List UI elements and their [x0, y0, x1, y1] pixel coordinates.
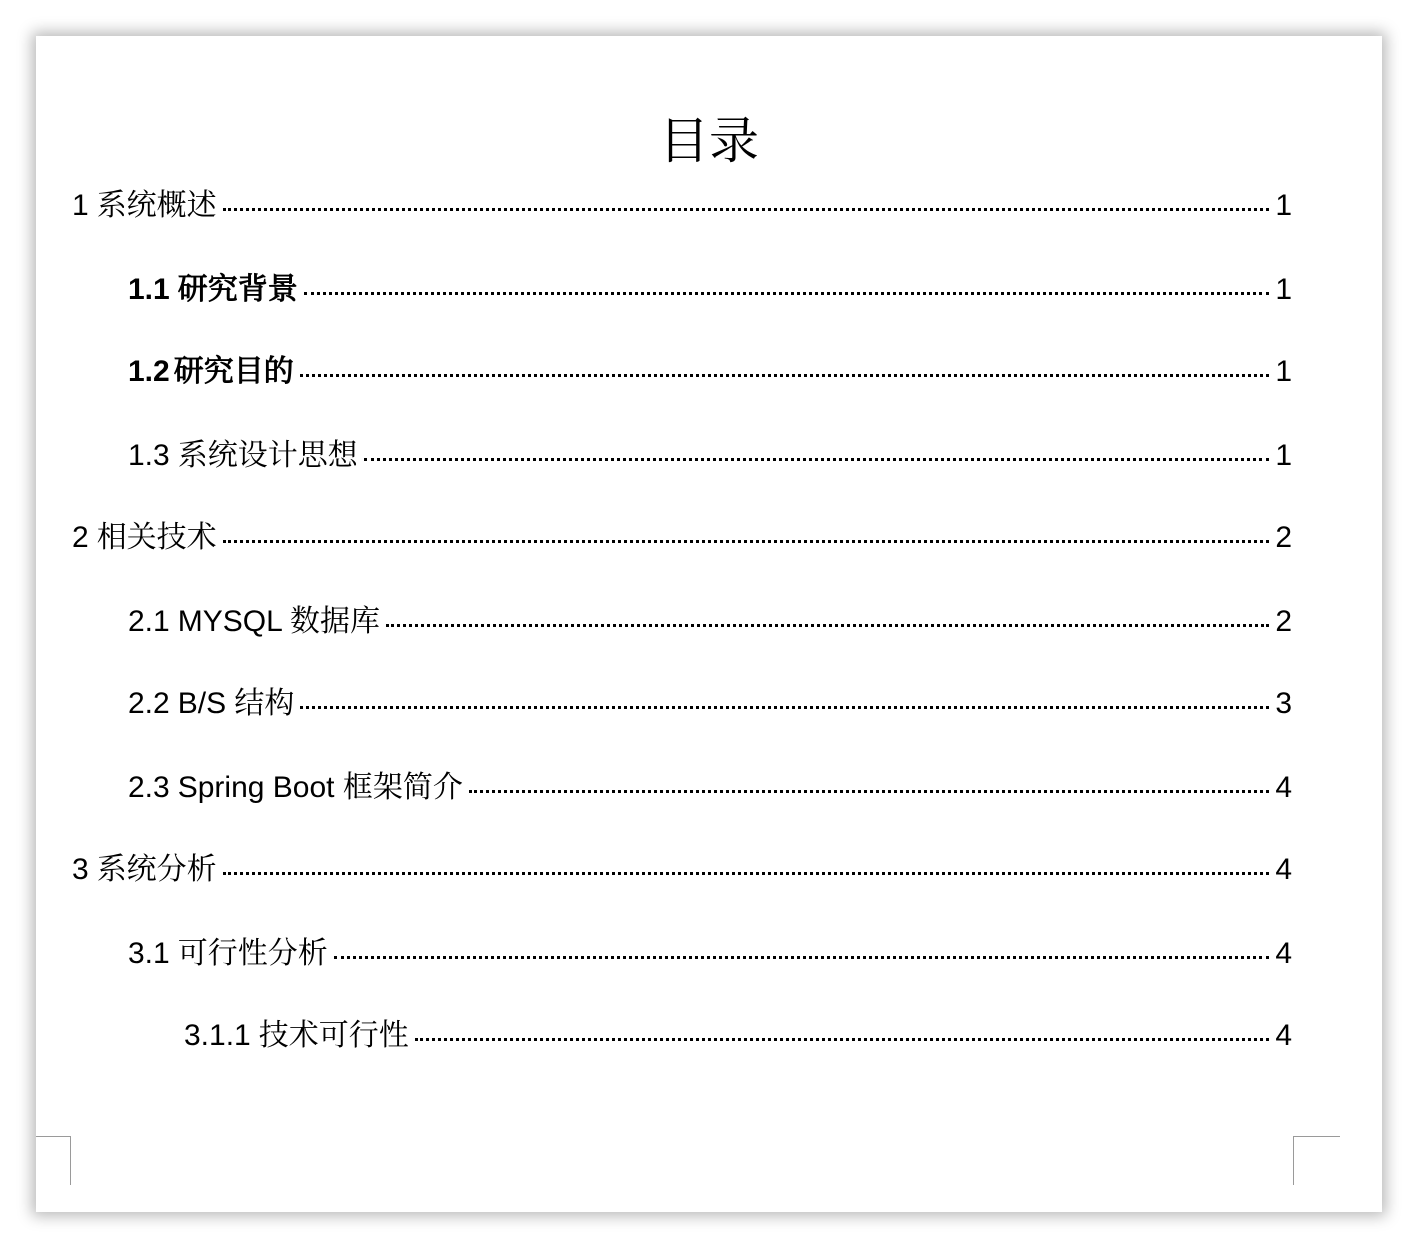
toc-entry-1-2[interactable] — [128, 352, 1292, 392]
toc-entry-text: 可行性分析 — [177, 937, 328, 970]
toc-entry-page: 1 — [1275, 355, 1292, 388]
toc-entry-number: 2.2 — [128, 687, 170, 720]
dot-leader — [364, 458, 1270, 461]
toc-entry-text: 系统分析 — [96, 853, 217, 886]
toc-entry-2[interactable] — [72, 518, 1292, 558]
toc-entry-page: 4 — [1275, 1019, 1292, 1052]
toc-entry-page: 4 — [1275, 853, 1292, 886]
dot-leader — [223, 208, 1270, 211]
dot-leader — [223, 540, 1270, 543]
toc-entry-page: 1 — [1275, 439, 1292, 472]
toc-entry-2-2[interactable] — [128, 684, 1292, 724]
toc-entry-1-1[interactable] — [128, 270, 1292, 310]
toc-entry-number: 3.1 — [128, 937, 170, 970]
toc-entry-number: 3.1.1 — [184, 1019, 251, 1052]
toc-entry-3[interactable] — [72, 850, 1292, 890]
toc-entry-page: 3 — [1275, 687, 1292, 720]
toc-entry-page: 4 — [1275, 771, 1292, 804]
dot-leader — [223, 872, 1270, 875]
toc-entry-page: 1 — [1275, 189, 1292, 222]
toc-entry-number: 3 — [72, 853, 89, 886]
toc-entry-text: 研究目的 — [173, 355, 294, 388]
toc-entry-1[interactable] — [72, 186, 1292, 226]
toc-entry-number: 1.3 — [128, 439, 170, 472]
toc-entry-2-1[interactable] — [128, 602, 1292, 642]
dot-leader — [469, 790, 1269, 793]
dot-leader — [300, 374, 1270, 377]
toc-entry-text: 系统设计思想 — [177, 439, 358, 472]
dot-leader — [334, 956, 1270, 959]
dot-leader — [386, 624, 1269, 627]
toc-entry-number: 2.1 — [128, 605, 170, 638]
toc-entry-1-3[interactable] — [128, 436, 1292, 476]
toc-entry-number: 1 — [72, 189, 89, 222]
document-page — [36, 36, 1382, 1212]
toc-entry-text: 系统概述 — [96, 189, 217, 222]
toc-entry-2-3[interactable] — [128, 768, 1292, 808]
dot-leader — [304, 292, 1270, 295]
toc-entry-number: 2 — [72, 521, 89, 554]
toc-entry-page: 4 — [1275, 937, 1292, 970]
toc-entry-text: MYSQL 数据库 — [177, 605, 380, 638]
toc-entry-text: 相关技术 — [96, 521, 217, 554]
crop-mark-right — [1293, 1136, 1340, 1185]
dot-leader — [415, 1038, 1270, 1041]
toc-entry-text: 技术可行性 — [258, 1019, 409, 1052]
toc-entry-3-1[interactable] — [128, 934, 1292, 974]
toc-title: 目录 — [659, 112, 759, 170]
dot-leader — [300, 706, 1269, 709]
crop-mark-left — [36, 1136, 71, 1185]
toc-entry-text: 研究背景 — [177, 273, 298, 306]
toc-entry-3-1-1[interactable] — [184, 1016, 1292, 1056]
toc-entry-text: Spring Boot 框架简介 — [177, 771, 463, 804]
toc-entry-number: 2.3 — [128, 771, 170, 804]
toc-entry-number: 1.2 — [128, 355, 170, 388]
toc-entry-page: 1 — [1275, 273, 1292, 306]
toc-entry-text: B/S 结构 — [177, 687, 295, 720]
toc-entry-number: 1.1 — [128, 273, 170, 306]
toc-entry-page: 2 — [1275, 605, 1292, 638]
toc-entry-page: 2 — [1275, 521, 1292, 554]
